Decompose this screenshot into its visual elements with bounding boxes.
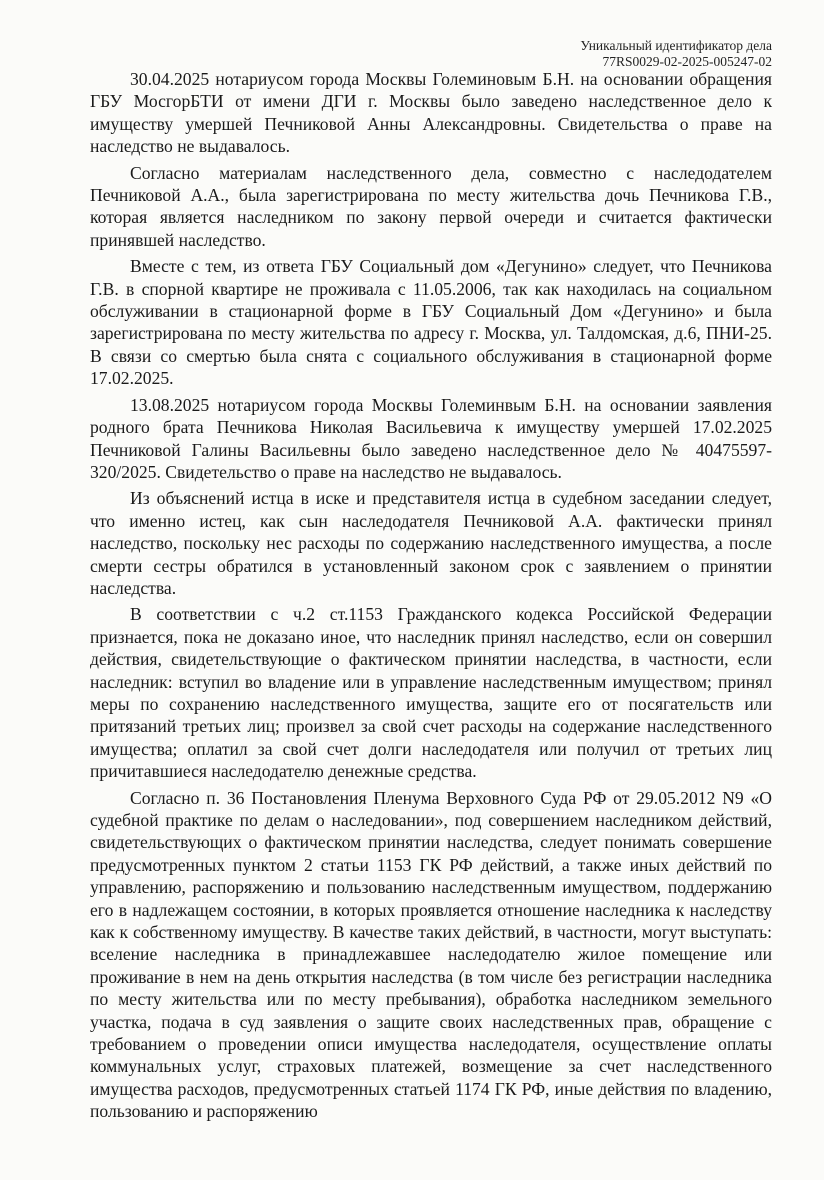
paragraph: 13.08.2025 нотариусом города Москвы Големинвым Б.Н. на основании заявления родного брата Печникова Николая Васильевича к имуществу умершей 17.02.2025 Печниковой Галины Васильевны было заведено наследственное дело № 40475597-320/2025. Свидетельство о праве на наследство не выдавалось. — [90, 394, 772, 482]
paragraph: В соответствии с ч.2 ст.1153 Гражданского кодекса Российской Федерации признается, пока не доказано иное, что наследник принял наследство, если он совершил действия, свидетельствующие о фактическом принятии наследства, в частности, если наследник: вступил во владение или в управление наследственным имуществом; принял меры по сохранению наследственного имущества, защите его от посягательств или притязаний третьих лиц; произвел за свой счет расходы на содержание наследственного имущества; оплатил за свой счет долги наследодателя или получил от третьих лиц причитавшиеся наследодателю денежные средства. — [90, 604, 772, 782]
paragraph: 30.04.2025 нотариусом города Москвы Големиновым Б.Н. на основании обращения ГБУ МосгорБТИ от имени ДГИ г. Москвы было заведено наследственное дело к имуществу умершей Печниковой Анны Александровны. Свидетельства о праве на наследство не выдавалось. — [90, 69, 772, 157]
paragraph: Согласно материалам наследственного дела, совместно с наследодателем Печниковой А.А., была зарегистрирована по месту жительства дочь Печникова Г.В., которая является наследником по закону первой очереди и считается фактически принявшей наследство. — [90, 162, 772, 250]
document-body — [90, 68, 772, 1127]
paragraph: Из объяснений истца в иске и представителя истца в судебном заседании следует, что именно истец, как сын наследодателя Печниковой А.А. фактически принял наследство, поскольку нес расходы по содержанию наследственного имущества, а после смерти сестры обратился в установленный законом срок с заявлением о принятии наследства. — [90, 488, 772, 598]
paragraph: Вместе с тем, из ответа ГБУ Социальный дом «Дегунино» следует, что Печникова Г.В. в спорной квартире не проживала с 11.05.2006, так как находилась на социальном обслуживании в стационарной форме в ГБУ Социальный Дом «Дегунино» и была зарегистрирована по месту жительства по адресу г. Москва, ул. Талдомская, д.6, ПНИ-25. В связи со смертью была снята с социального обслуживания в стационарной форме 17.02.2025. — [90, 256, 772, 389]
paragraph: Согласно п. 36 Постановления Пленума Верховного Суда РФ от 29.05.2012 N9 «О судебной практике по делам о наследовании», под совершением наследником действий, свидетельствующих о фактическом принятии наследства, следует понимать совершение предусмотренных пунктом 2 статьи 1153 ГК РФ действий, а также иных действий по управлению, распоряжению и пользованию наследственным имуществом, поддержанию его в надлежащем состоянии, в которых проявляется отношение наследника к наследству как к собственному имуществу. В качестве таких действий, в частности, могут выступать: вселение наследника в принадлежавшее наследодателю жилое помещение или проживание в нем на день открытия наследства (в том числе без регистрации наследника по месту жительства или по месту пребывания), обработка наследником земельного участка, подача в суд заявления о защите своих наследственных прав, обращение с требованием о проведении описи имущества наследодателя, осуществление оплаты коммунальных услуг, страховых платежей, возмещение за счет наследственного имущества расходов, предусмотренных статьей 1174 ГК РФ, иные действия по владению, пользованию и распоряжению — [90, 787, 772, 1122]
case-identifier-number: 77RS0029-02-2025-005247-02 — [602, 54, 772, 69]
case-identifier — [580, 38, 772, 70]
case-identifier-label: Уникальный идентификатор дела — [580, 38, 772, 53]
